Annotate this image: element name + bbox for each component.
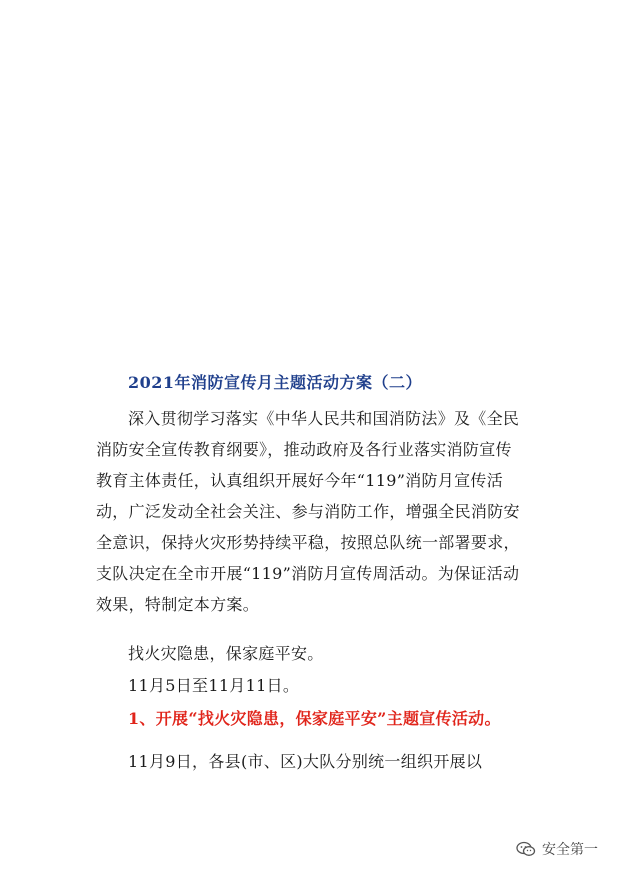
document-title: 2021年消防宣传月主题活动方案（二） (128, 373, 423, 392)
section1-heading: 1、开展“找火灾隐患，保家庭平安”主题宣传活动。 (128, 709, 501, 728)
watermark (516, 839, 598, 859)
section1-text: 11月9日，各县(市、区)大队分别统一组织开展以 (128, 752, 483, 771)
intro-paragraph: 深入贯彻学习落实《中华人民共和国消防法》及《全民消防安全宣传教育纲要》，推动政府及各行业落实消防宣传教育主体责任，认真组织开展好今年“119”消防月宣传活动，广泛发动全社会关注、参与消防工作，增强全民消防安全意识，保持火灾形势持续平稳，按照总队统一部署要求，支队决定在全市开展“119”消防月宣传周活动。为保证活动效果，特制定本方案。 (96, 409, 520, 614)
intro-paragraph-block (96, 403, 528, 620)
date-line: 11月5日至11月11日。 (128, 676, 300, 695)
wechat-channel-icon (516, 841, 536, 857)
watermark-label: 安全第一 (542, 842, 598, 858)
theme-line: 找火灾隐患，保家庭平安。 (128, 644, 324, 663)
